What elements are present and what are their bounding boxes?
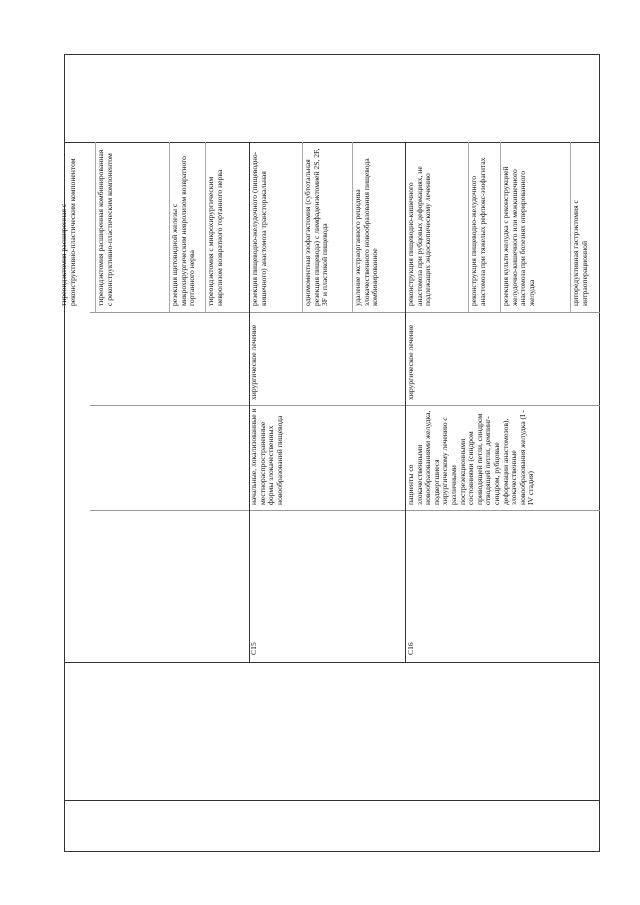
intervention-text: удаление экстраорганного рецидива злокачественного новообразования пищевода комбинированное (353, 158, 380, 306)
intervention-text: циторедуктивная гастрэктомия с интраоперационной (571, 200, 589, 306)
row-bottom-divider (64, 662, 600, 663)
patient-model: начальные, локализованные и местнораспространенные формы злокачественных новообразований пищевода (249, 408, 284, 505)
row-code: C16 (406, 642, 415, 655)
intervention-text: резекция пищеводно-желудочного (пищеводно-кишечного) анастомоза трансторакальная (250, 151, 268, 306)
row-code: C15 (249, 642, 258, 655)
code-divider (90, 510, 600, 511)
intervention-text: реконструкция пищеводно-желудочного анастомоза при тяжелых рефлюкс-эзофагитах (469, 157, 487, 306)
intervention-text: тиреоидэктомия с микрохирургическим невролизом возвратного гортанного нерва (206, 169, 224, 306)
intervention-text: тиреоидэктомия расширенная с реконструктивно-пластическим компонентом (59, 158, 77, 306)
intervention-text: реконструкция пищеводно-кишечного анастомоза при рубцовых деформациях, не подлежащих эндоскопическому лечению (406, 166, 433, 306)
header-divider (64, 142, 600, 143)
patient-model: пациенты со злокачественными новообразованиями желудка, подвергшиеся хирургическому лечению с различными пострезекционными состояниями (синдром приводящей петли, синдром отводящей петли, демпинг-синдром, рубцовые деформации анастомозов), злокачественные новообразования желудка (I - IV стадия) (406, 410, 536, 505)
intervention-text: резекция культи желудка с реконструкцией желудочно-кишечного или межкишечного анастомоза при болезнях оперированного желудка (501, 166, 536, 306)
treatment-type: хирургическое лечение (249, 324, 258, 400)
interventions-divider (90, 312, 600, 313)
footer-divider (64, 800, 600, 801)
treatment-type: хирургическое лечение (406, 324, 415, 400)
intervention-text: резекция щитовидной железы с микрохирургическим невролизом возвратного гортанного нерва (170, 156, 197, 306)
intervention-text: тиреоидэктомия расширенная комбинированная с реконструктивно-пластическим компонентом (96, 149, 114, 306)
intervention-text: одномоментная эзофагэктомия (субтотальная резекция пищевода) с лимфаденэктомией 2S, 2F, 3F и пластикой пищевода (303, 148, 330, 306)
